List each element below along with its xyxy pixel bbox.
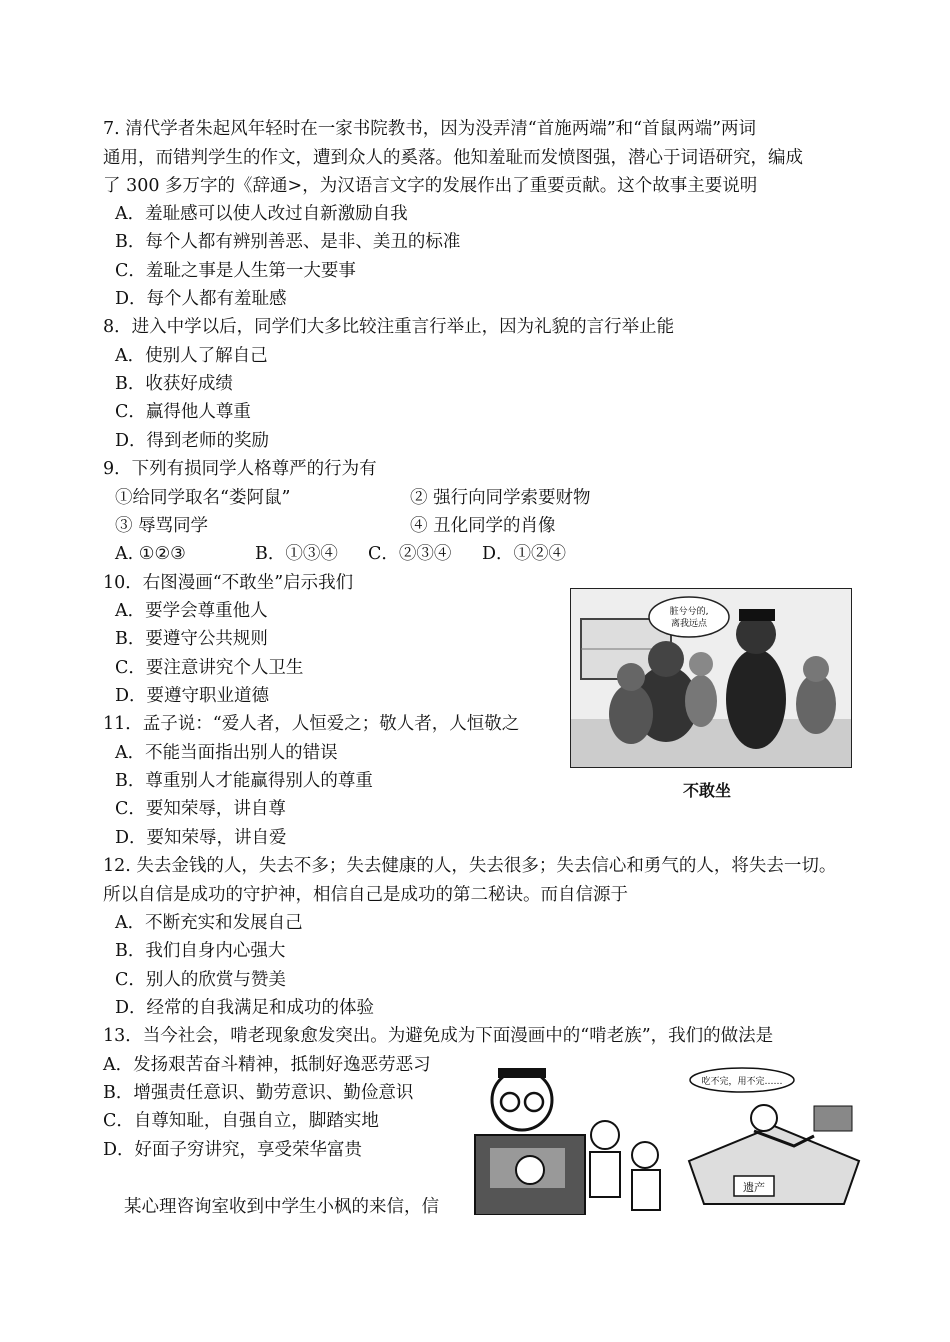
q13-stem: 13．当今社会，啃老现象愈发突出。为避免成为下面漫画中的“啃老族”，我们的做法是 bbox=[103, 1026, 774, 1046]
q10-option-c: C．要注意讲究个人卫生 bbox=[115, 658, 304, 678]
q9-item-4: ④ 丑化同学的肖像 bbox=[410, 516, 556, 536]
cartoon-atm-drawing bbox=[470, 1060, 670, 1215]
q14-stem-partial: 某心理咨询室收到中学生小枫的来信，信 bbox=[124, 1197, 439, 1217]
q8-option-c: C．赢得他人尊重 bbox=[115, 402, 251, 422]
q13-option-c: C．自尊知耻，自强自立，脚踏实地 bbox=[103, 1111, 379, 1131]
q11-option-a: A．不能当面指出别人的错误 bbox=[115, 743, 338, 763]
q10-option-b: B．要遵守公共规则 bbox=[115, 629, 268, 649]
q12-option-b: B．我们自身内心强大 bbox=[115, 941, 286, 961]
q7-stem-line-2: 通用，而错判学生的作文，遭到众人的奚落。他知羞耻而发愤图强，潜心于词语研究，编成 bbox=[103, 148, 803, 168]
q10-option-a: A．要学会尊重他人 bbox=[115, 601, 268, 621]
q12-stem-line-1: 12. 失去金钱的人，失去不多；失去健康的人，失去很多；失去信心和勇气的人，将失去一切。 bbox=[103, 856, 837, 876]
cartoon-bubble-text: 吃不完，用不完…… bbox=[701, 1077, 783, 1087]
q11-option-c: C．要知荣辱，讲自尊 bbox=[115, 799, 286, 819]
q7-option-a: A．羞耻感可以使人改过自新激励自我 bbox=[115, 204, 408, 224]
q7-stem-line-1: 7. 清代学者朱起风年轻时在一家书院教书，因为没弄清“首施两端”和“首鼠两端”两词 bbox=[103, 119, 757, 139]
q12-option-a: A．不断充实和发展自己 bbox=[115, 913, 303, 933]
cartoon-parent-atm bbox=[470, 1060, 670, 1215]
cartoon-dare-not-sit bbox=[570, 588, 852, 768]
q8-option-a: A．使别人了解自己 bbox=[115, 346, 268, 366]
q9-option-c: C．②③④ bbox=[368, 544, 452, 564]
q9-option-a: A. ①②③ bbox=[115, 544, 186, 564]
cartoon-inheritance bbox=[684, 1066, 866, 1208]
q13-option-b: B．增强责任意识、勤劳意识、勤俭意识 bbox=[103, 1083, 414, 1103]
q9-stem: 9．下列有损同学人格尊严的行为有 bbox=[103, 459, 377, 479]
cartoon-label: 遗产 bbox=[743, 1181, 765, 1194]
q12-option-d: D．经常的自我满足和成功的体验 bbox=[115, 998, 375, 1018]
q7-option-b: B．每个人都有辨别善恶、是非、美丑的标准 bbox=[115, 232, 461, 252]
q11-option-b: B．尊重别人才能赢得别人的尊重 bbox=[115, 771, 373, 791]
q8-option-b: B．收获好成绩 bbox=[115, 374, 233, 394]
q11-stem: 11．孟子说：“爱人者，人恒爱之；敬人者，人恒敬之 bbox=[103, 714, 520, 734]
q7-option-c: C．羞耻之事是人生第一大要事 bbox=[115, 261, 356, 281]
q12-stem-line-2: 所以自信是成功的守护神，相信自己是成功的第二秘诀。而自信源于 bbox=[103, 885, 628, 905]
q12-option-c: C．别人的欣赏与赞美 bbox=[115, 970, 286, 990]
q10-option-d: D．要遵守职业道德 bbox=[115, 686, 270, 706]
q9-option-d: D．①②④ bbox=[482, 544, 567, 564]
cartoon-caption: 不敢坐 bbox=[683, 781, 732, 800]
q9-option-b: B．①③④ bbox=[255, 544, 338, 564]
q7-stem-line-3: 了 300 多万字的《辞通>，为汉语言文字的发展作出了重要贡献。这个故事主要说明 bbox=[103, 176, 758, 196]
cartoon-drawing bbox=[571, 589, 851, 767]
q7-option-d: D．每个人都有羞耻感 bbox=[115, 289, 287, 309]
q9-item-1: ①给同学取名“娄阿鼠” bbox=[115, 488, 291, 508]
q13-option-d: D．好面子穷讲究，享受荣华富贵 bbox=[103, 1140, 363, 1160]
cartoon-bubble-line-2: 离我远点 bbox=[670, 619, 708, 629]
q8-option-d: D．得到老师的奖励 bbox=[115, 431, 270, 451]
q10-stem: 10．右图漫画“不敢坐”启示我们 bbox=[103, 573, 354, 593]
cartoon-bubble-line-1: 脏兮兮的, bbox=[669, 607, 709, 617]
q11-option-d: D．要知荣辱，讲自爱 bbox=[115, 828, 287, 848]
q13-option-a: A．发扬艰苦奋斗精神，抵制好逸恶劳恶习 bbox=[103, 1055, 431, 1075]
q9-item-3: ③ 辱骂同学 bbox=[115, 516, 209, 536]
q9-item-2: ② 强行向同学索要财物 bbox=[410, 488, 591, 508]
q8-stem: 8．进入中学以后，同学们大多比较注重言行举止，因为礼貌的言行举止能 bbox=[103, 317, 675, 337]
cartoon-inheritance-drawing bbox=[684, 1066, 866, 1208]
